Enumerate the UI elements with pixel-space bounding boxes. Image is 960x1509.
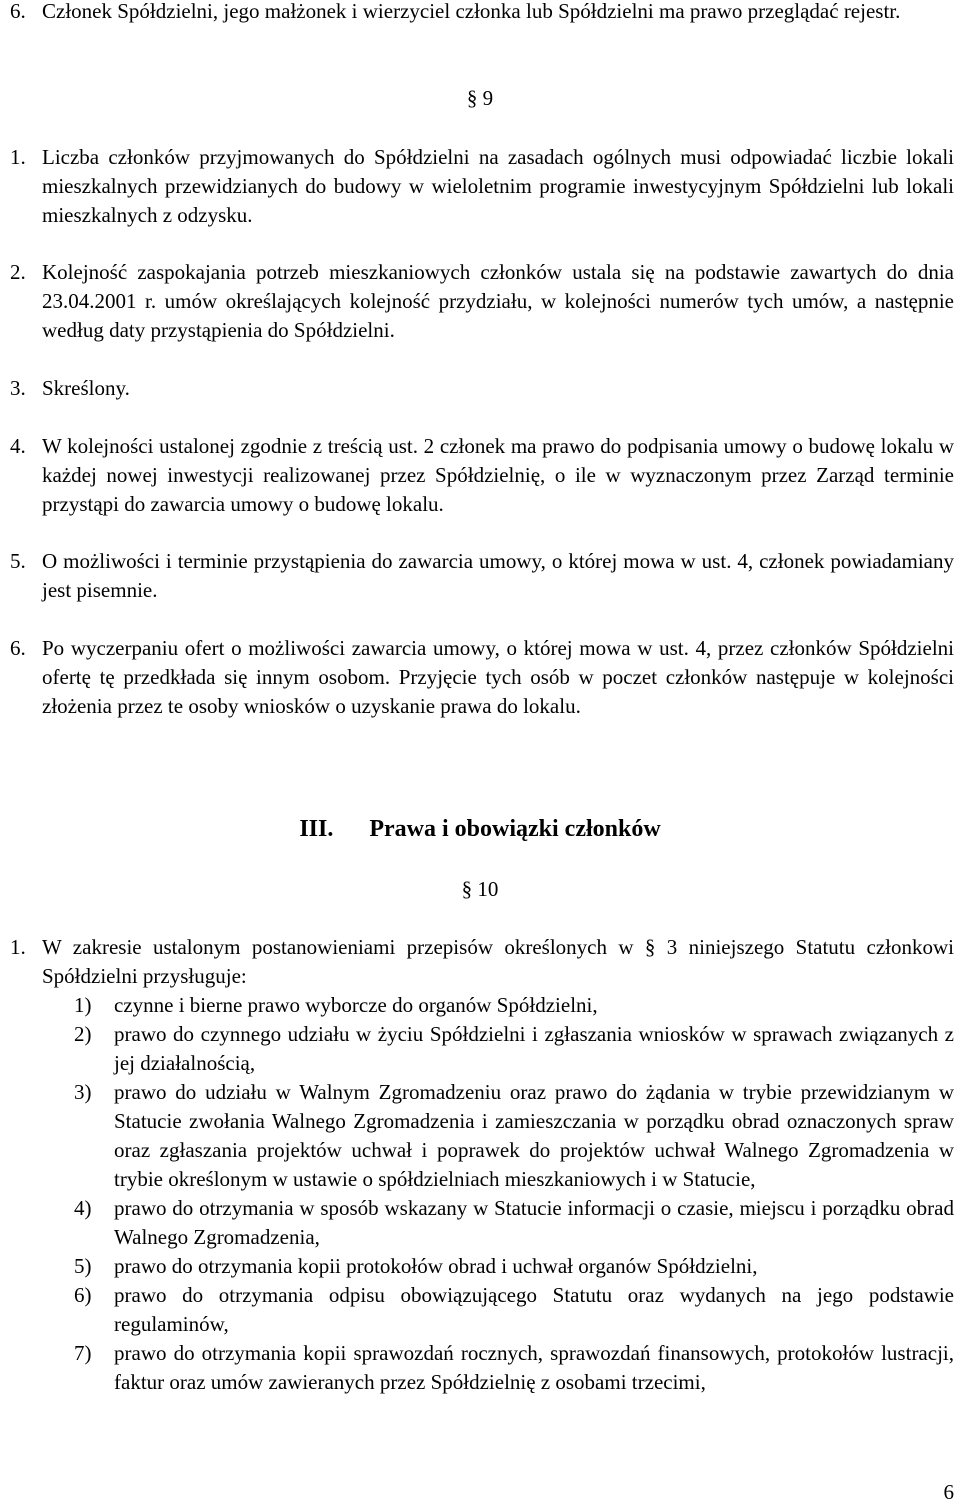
chapter-heading	[0, 813, 960, 845]
paragraph-text: Kolejność zaspokajania potrzeb mieszkaniowych członków ustala się na podstawie zawartych do dnia 23.04.2001 r. umów określających kolejność przydziału, w kolejności numerów tych umów, a następnie według daty przystąpienia do Spółdzielni.	[42, 260, 954, 342]
list-item-number: 6)	[74, 1283, 92, 1307]
list-item-number: 3)	[74, 1080, 92, 1104]
chapter-title: Prawa i obowiązki członków	[369, 816, 661, 842]
paragraph-text: Członek Spółdzielni, jego małżonek i wierzyciel członka lub Spółdzielni ma prawo przeglądać rejestr.	[42, 0, 901, 23]
list-item	[74, 1194, 954, 1252]
paragraph-number: 2.	[10, 260, 26, 284]
paragraph-number: 6.	[10, 636, 26, 660]
list-item-text: prawo do otrzymania kopii sprawozdań rocznych, sprawozdań finansowych, protokołów lustracji, faktur oraz umów zawieranych przez Spółdzielnię z osobami trzecimi,	[114, 1341, 954, 1394]
list-item	[74, 1020, 954, 1078]
list-item-text: prawo do otrzymania kopii protokołów obrad i uchwał organów Spółdzielni,	[114, 1254, 758, 1278]
list-item	[74, 1252, 954, 1281]
list-item-number: 5)	[74, 1254, 92, 1278]
paragraph-text: W zakresie ustalonym postanowieniami przepisów określonych w § 3 niniejszego Statutu członkowi Spółdzielni przysługuje:	[42, 935, 954, 988]
list-item	[74, 1339, 954, 1397]
list-item-number: 7)	[74, 1341, 92, 1365]
paragraph-text: Skreślony.	[42, 376, 130, 400]
list-item-text: prawo do czynnego udziału w życiu Spółdzielni i zgłaszania wniosków w sprawach związanych z jej działalnością,	[114, 1022, 954, 1075]
list-item-number: 2)	[74, 1022, 92, 1046]
paragraph-text: W kolejności ustalonej zgodnie z treścią ust. 2 członek ma prawo do podpisania umowy o budowę lokalu w każdej nowej inwestycji realizowanej przez Spółdzielnię, o ile w wyznaczonym przez Zarząd terminie przystąpi do zawarcia umowy o budowę lokalu.	[42, 434, 954, 516]
paragraph-number: 3.	[10, 376, 26, 400]
paragraph-number: 6.	[10, 0, 26, 23]
paragraph-number: 5.	[10, 549, 26, 573]
s9-paragraph-3	[10, 374, 954, 403]
chapter-number: III.	[299, 816, 334, 842]
list-item-text: prawo do otrzymania odpisu obowiązującego Statutu oraz wydanych na jego podstawie regulaminów,	[114, 1283, 954, 1336]
list-item-number: 1)	[74, 993, 92, 1017]
paragraph-6-top	[10, 0, 954, 26]
rights-list	[74, 991, 954, 1397]
paragraph-text: Po wyczerpaniu ofert o możliwości zawarcia umowy, o której mowa w ust. 4, przez członków Spółdzielni ofertę tę przedkłada się innym osobom. Przyjęcie tych osób w poczet członków następuje w kolejności złożenia przez te osoby wniosków o uzyskanie prawa do lokalu.	[42, 636, 954, 718]
list-item-text: prawo do otrzymania w sposób wskazany w Statucie informacji o czasie, miejscu i porządku obrad Walnego Zgromadzenia,	[114, 1196, 954, 1249]
s9-paragraph-6	[10, 634, 954, 721]
paragraph-text: O możliwości i terminie przystąpienia do zawarcia umowy, o której mowa w ust. 4, członek powiadamiany jest pisemnie.	[42, 549, 954, 602]
list-item-text: prawo do udziału w Walnym Zgromadzeniu oraz prawo do żądania w trybie przewidzianym w Statucie zwołania Walnego Zgromadzenia i zamieszczania w porządku obrad oznaczonych spraw oraz zgłaszania projektów uchwał i poprawek do projektów uchwał Walnego Zgromadzenia w trybie określonym w ustawie o spółdzielniach mieszkaniowych i w Statucie,	[114, 1080, 954, 1191]
list-item	[74, 1078, 954, 1194]
s9-paragraph-5	[10, 547, 954, 605]
page-number: 6	[943, 1480, 954, 1504]
s9-paragraph-2	[10, 258, 954, 345]
paragraph-number: 1.	[10, 145, 26, 169]
section-9-mark: § 9	[466, 86, 494, 110]
section-10-mark: § 10	[461, 877, 499, 901]
list-item	[74, 1281, 954, 1339]
s10-paragraph-1	[10, 933, 954, 991]
paragraph-number: 1.	[10, 935, 26, 959]
s9-paragraph-1	[10, 143, 954, 230]
paragraph-text: Liczba członków przyjmowanych do Spółdzielni na zasadach ogólnych musi odpowiadać liczbie lokali mieszkalnych przewidzianych do budowy w wieloletnim programie inwestycyjnym Spółdzielni lub lokali mieszkalnych z odzysku.	[42, 145, 954, 227]
s9-paragraph-4	[10, 432, 954, 519]
list-item-text: czynne i bierne prawo wyborcze do organów Spółdzielni,	[114, 993, 598, 1017]
list-item-number: 4)	[74, 1196, 92, 1220]
paragraph-number: 4.	[10, 434, 26, 458]
list-item	[74, 991, 954, 1020]
